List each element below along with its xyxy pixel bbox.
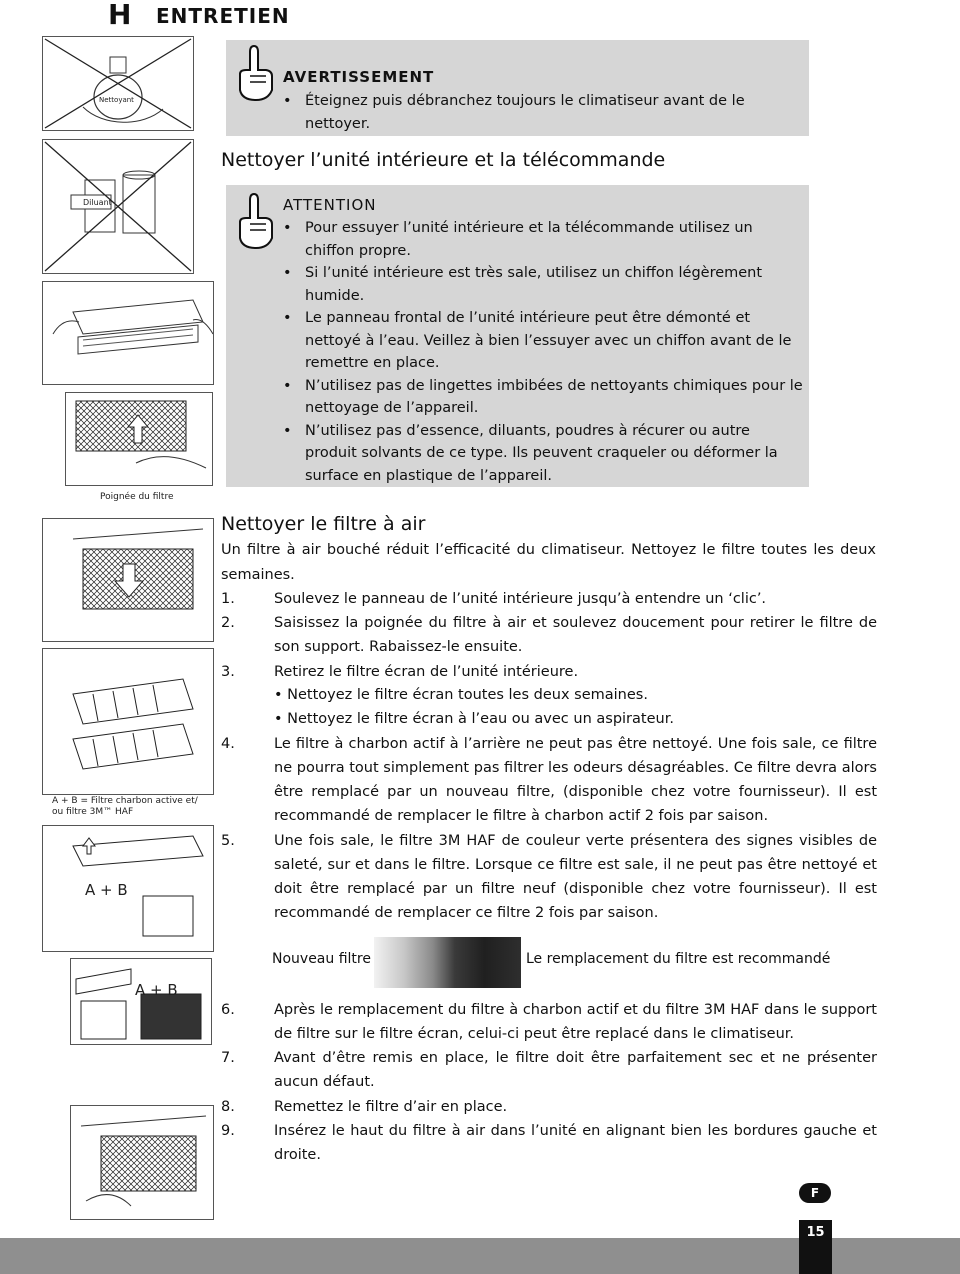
step-item (221, 829, 877, 925)
section-heading-filter: Nettoyer le filtre à air (221, 513, 426, 535)
illustration-filter-reinsert (70, 1105, 214, 1220)
step-item (221, 660, 877, 684)
step-text: Remettez le filtre d’air en place. (274, 1099, 508, 1115)
illustration-no-cleaner (42, 36, 194, 131)
step-text: Après le remplacement du filtre à charbon actif et du filtre 3M HAF dans le support de filtre sur le filtre écran, celui-ci peut être replacé dans le climatiseur. (274, 1002, 877, 1042)
page-title: ENTRETIEN (156, 4, 290, 28)
section-heading-unit: Nettoyer l’unité intérieure et la télécommande (221, 149, 666, 171)
nettoyant-label: Nettoyant (99, 96, 134, 104)
caption-poignee: Poignée du filtre (100, 492, 174, 502)
page-number (799, 1220, 832, 1274)
step-text: Retirez le filtre écran de l’unité intérieure. (274, 664, 579, 680)
diluant-label: Diluant (83, 198, 112, 207)
attention-item: • N’utilisez pas de lingettes imbibées de nettoyants chimiques pour le nettoyage de l’appareil. (281, 375, 806, 420)
step-number: 2. (221, 615, 235, 631)
pointing-hand-icon (232, 192, 278, 254)
attention-item: • Le panneau frontal de l’unité intérieure peut être démonté et nettoyé à l’eau. Veillez à bien l’essuyer avec un chiffon avant de le remettre en place. (281, 307, 806, 375)
step-item (221, 1095, 877, 1119)
step-text: Saisissez la poignée du filtre à air et soulevez doucement pour retirer le filtre de son support. Rabaissez-le ensuite. (274, 615, 877, 655)
step-number: 7. (221, 1050, 235, 1066)
attention-item: • Si l’unité intérieure est très sale, utilisez un chiffon légèrement humide. (281, 262, 806, 307)
illustration-filter-clean (42, 648, 214, 795)
step-number: 3. (221, 664, 235, 680)
step-text: Avant d’être remis en place, le filtre doit être parfaitement sec et ne présenter aucun défaut. (274, 1050, 877, 1090)
illustration-ab-insert (70, 958, 212, 1045)
filter-new-label: Nouveau filtre (272, 951, 371, 967)
attention-list (281, 217, 806, 487)
ab-label-1: A + B (85, 881, 128, 899)
filter-replace-label: Le remplacement du filtre est recommandé (526, 951, 831, 967)
filter-intro: Un filtre à air bouché réduit l’efficacité du climatiseur. Nettoyez le filtre toutes les deux semaines. (221, 542, 876, 583)
caption-ab: A + B = Filtre charbon active et/ ou filtre 3M™ HAF (52, 796, 198, 817)
step-item (221, 1046, 877, 1094)
language-badge: F (799, 1183, 831, 1203)
step-text: Une fois sale, le filtre 3M HAF de couleur verte présentera des signes visibles de saleté, sur et dans le filtre. Lorsque ce filtre est sale, il ne peut pas être nettoyé et doit être remplacé par un filtre neuf (disponible chez votre fournisseur). Il est recommandé de remplacer ce filtre 2 fois par saison. (274, 833, 877, 921)
attention-item: • Pour essuyer l’unité intérieure et la télécommande utilisez un chiffon propre. (281, 217, 806, 262)
attention-title: ATTENTION (283, 196, 377, 214)
sub-bullet: • Nettoyez le filtre écran à l’eau ou avec un aspirateur. (274, 711, 674, 727)
ab-label-2: A + B (135, 981, 178, 999)
step-item (221, 732, 877, 828)
step-number: 4. (221, 736, 235, 752)
illustration-filter-lower (42, 518, 214, 642)
filter-comparison-image (374, 937, 521, 988)
step-item (221, 1119, 877, 1167)
illustration-panel-remove (42, 281, 214, 385)
warning-title: AVERTISSEMENT (283, 68, 435, 86)
step-number: 5. (221, 833, 235, 849)
step-item (221, 998, 877, 1046)
sub-bullet: • Nettoyez le filtre écran toutes les deux semaines. (274, 687, 648, 703)
warning-item: • Éteignez puis débranchez toujours le climatiseur avant de le nettoyer. (281, 90, 806, 135)
illustration-filter-handle (65, 392, 213, 486)
step-number: 9. (221, 1123, 235, 1139)
step-item (221, 611, 877, 659)
illustration-no-thinner (42, 139, 194, 274)
step-number: 1. (221, 591, 235, 607)
pointing-hand-icon (232, 44, 278, 106)
page-number-text: 15 (806, 1225, 825, 1240)
step-number: 8. (221, 1099, 235, 1115)
step-text: Soulevez le panneau de l’unité intérieure jusqu’à entendre un ‘clic’. (274, 591, 767, 607)
warning-list (281, 90, 806, 135)
step-text: Insérez le haut du filtre à air dans l’unité en alignant bien les bordures gauche et droite. (274, 1123, 877, 1163)
illustration-ab-filter (42, 825, 214, 952)
section-letter: H (108, 0, 132, 31)
step-number: 6. (221, 1002, 235, 1018)
step-item (221, 587, 877, 611)
attention-item: • N’utilisez pas d’essence, diluants, poudres à récurer ou autre produit solvants de ce type. Ils peuvent craqueler ou déformer la surface en plastique de l’appareil. (281, 420, 806, 488)
step-text: Le filtre à charbon actif à l’arrière ne peut pas être nettoyé. Une fois sale, ce filtre ne pourra tout simplement pas filtrer les odeurs désagréables. Ce filtre devra alors être remplacé par un nouveau filtre, (disponible chez votre fournisseur). Il est recommandé de remplacer le filtre à charbon actif 2 fois par saison. (274, 736, 877, 824)
